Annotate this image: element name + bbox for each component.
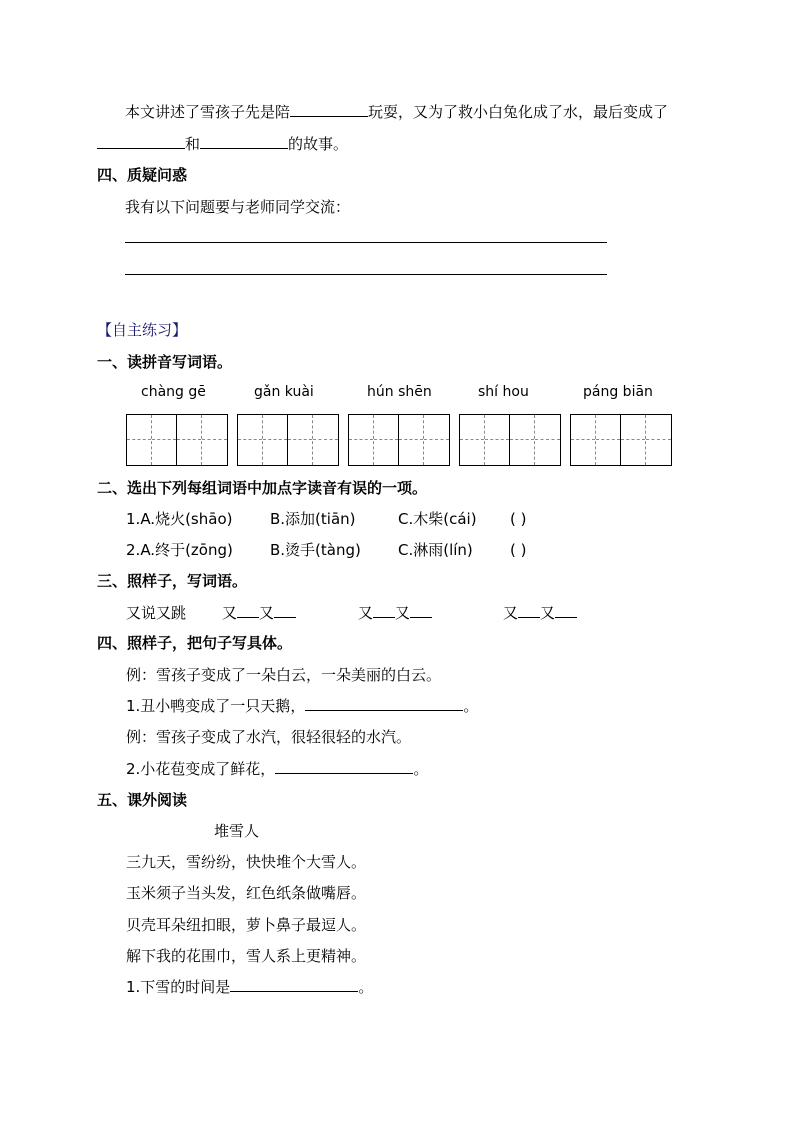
choice-row <box>126 540 233 560</box>
section-heading: 四、质疑问惑 <box>97 166 188 184</box>
answer-line[interactable] <box>125 242 607 243</box>
writing-grid[interactable] <box>570 414 672 466</box>
pinyin-label: shí hou <box>478 384 529 400</box>
fill-blank[interactable] <box>230 977 358 992</box>
prompt-text: 我有以下问题要与老师同学交流： <box>125 198 351 216</box>
pattern-fill: 又 又 <box>358 603 432 623</box>
fill-blank[interactable] <box>97 134 185 149</box>
poem-line: 解下我的花围巾，雪人系上更精神。 <box>126 947 367 965</box>
summary-and: 和 <box>185 135 201 153</box>
reading-question: 1.下雪的时间是 。 <box>126 978 374 996</box>
pattern-fill: 又 又 <box>503 603 577 623</box>
fill-blank[interactable] <box>275 759 413 774</box>
answer-paren[interactable]: ( ) <box>510 510 527 528</box>
pinyin-label: hún shēn <box>367 384 432 400</box>
summary-text-2: 玩耍，又为了救小白兔化成了水，最后变成了 <box>368 103 669 121</box>
pinyin-label: gǎn kuài <box>254 384 314 400</box>
item-number: 1. <box>126 510 141 528</box>
poem-line: 三九天，雪纷纷，快快堆个大雪人。 <box>126 853 367 871</box>
poem-title: 堆雪人 <box>214 822 260 840</box>
pinyin-label: páng biān <box>583 384 653 400</box>
exercise-sentence: 1.丑小鸭变成了一只天鹅， 。 <box>126 697 479 715</box>
writing-grid[interactable] <box>459 414 561 466</box>
writing-grid[interactable] <box>126 414 228 466</box>
poem-line: 玉米须子当头发，红色纸条做嘴唇。 <box>126 884 367 902</box>
option-b: B.烫手(tàng) <box>270 541 361 559</box>
example-sentence: 例：雪孩子变成了水汽，很轻很轻的水汽。 <box>126 728 412 746</box>
option-c: C.淋雨(lín) <box>398 541 473 559</box>
choice-row <box>126 509 232 529</box>
example-sentence: 例：雪孩子变成了一朵白云，一朵美丽的白云。 <box>126 666 442 684</box>
option-a: A.终于(zōng) <box>140 541 233 559</box>
question-heading: 一、读拼音写词语。 <box>97 353 233 371</box>
option-a: A.烧火(shāo) <box>140 510 233 528</box>
option-b: B.添加(tiān) <box>270 510 356 528</box>
pattern-fill: 又 又 <box>222 603 296 623</box>
answer-paren[interactable]: ( ) <box>510 541 527 559</box>
question-heading: 五、课外阅读 <box>97 791 188 809</box>
summary-end: 的故事。 <box>288 135 349 153</box>
answer-line[interactable] <box>125 274 607 275</box>
summary-line-2 <box>97 134 348 154</box>
question-heading: 四、照样子，把句子写具体。 <box>97 634 293 652</box>
practice-title: 【自主练习】 <box>97 321 188 339</box>
fill-blank[interactable] <box>305 696 463 711</box>
writing-grid[interactable] <box>348 414 450 466</box>
poem-line: 贝壳耳朵纽扣眼，萝卜鼻子最逗人。 <box>126 916 367 934</box>
fill-blank[interactable] <box>200 134 288 149</box>
option-c: C.木柴(cái) <box>398 510 477 528</box>
example-word: 又说又跳 <box>126 604 187 622</box>
exercise-sentence: 2.小花苞变成了鲜花， 。 <box>126 760 429 778</box>
question-heading: 二、选出下列每组词语中加点字读音有误的一项。 <box>97 479 428 497</box>
summary-line-1 <box>125 102 668 122</box>
item-number: 2. <box>126 541 141 559</box>
writing-grid[interactable] <box>237 414 339 466</box>
summary-text-1: 本文讲述了雪孩子先是陪 <box>125 103 291 121</box>
pinyin-label: chàng gē <box>141 384 206 400</box>
question-heading: 三、照样子，写词语。 <box>97 572 248 590</box>
fill-blank[interactable] <box>290 102 368 117</box>
